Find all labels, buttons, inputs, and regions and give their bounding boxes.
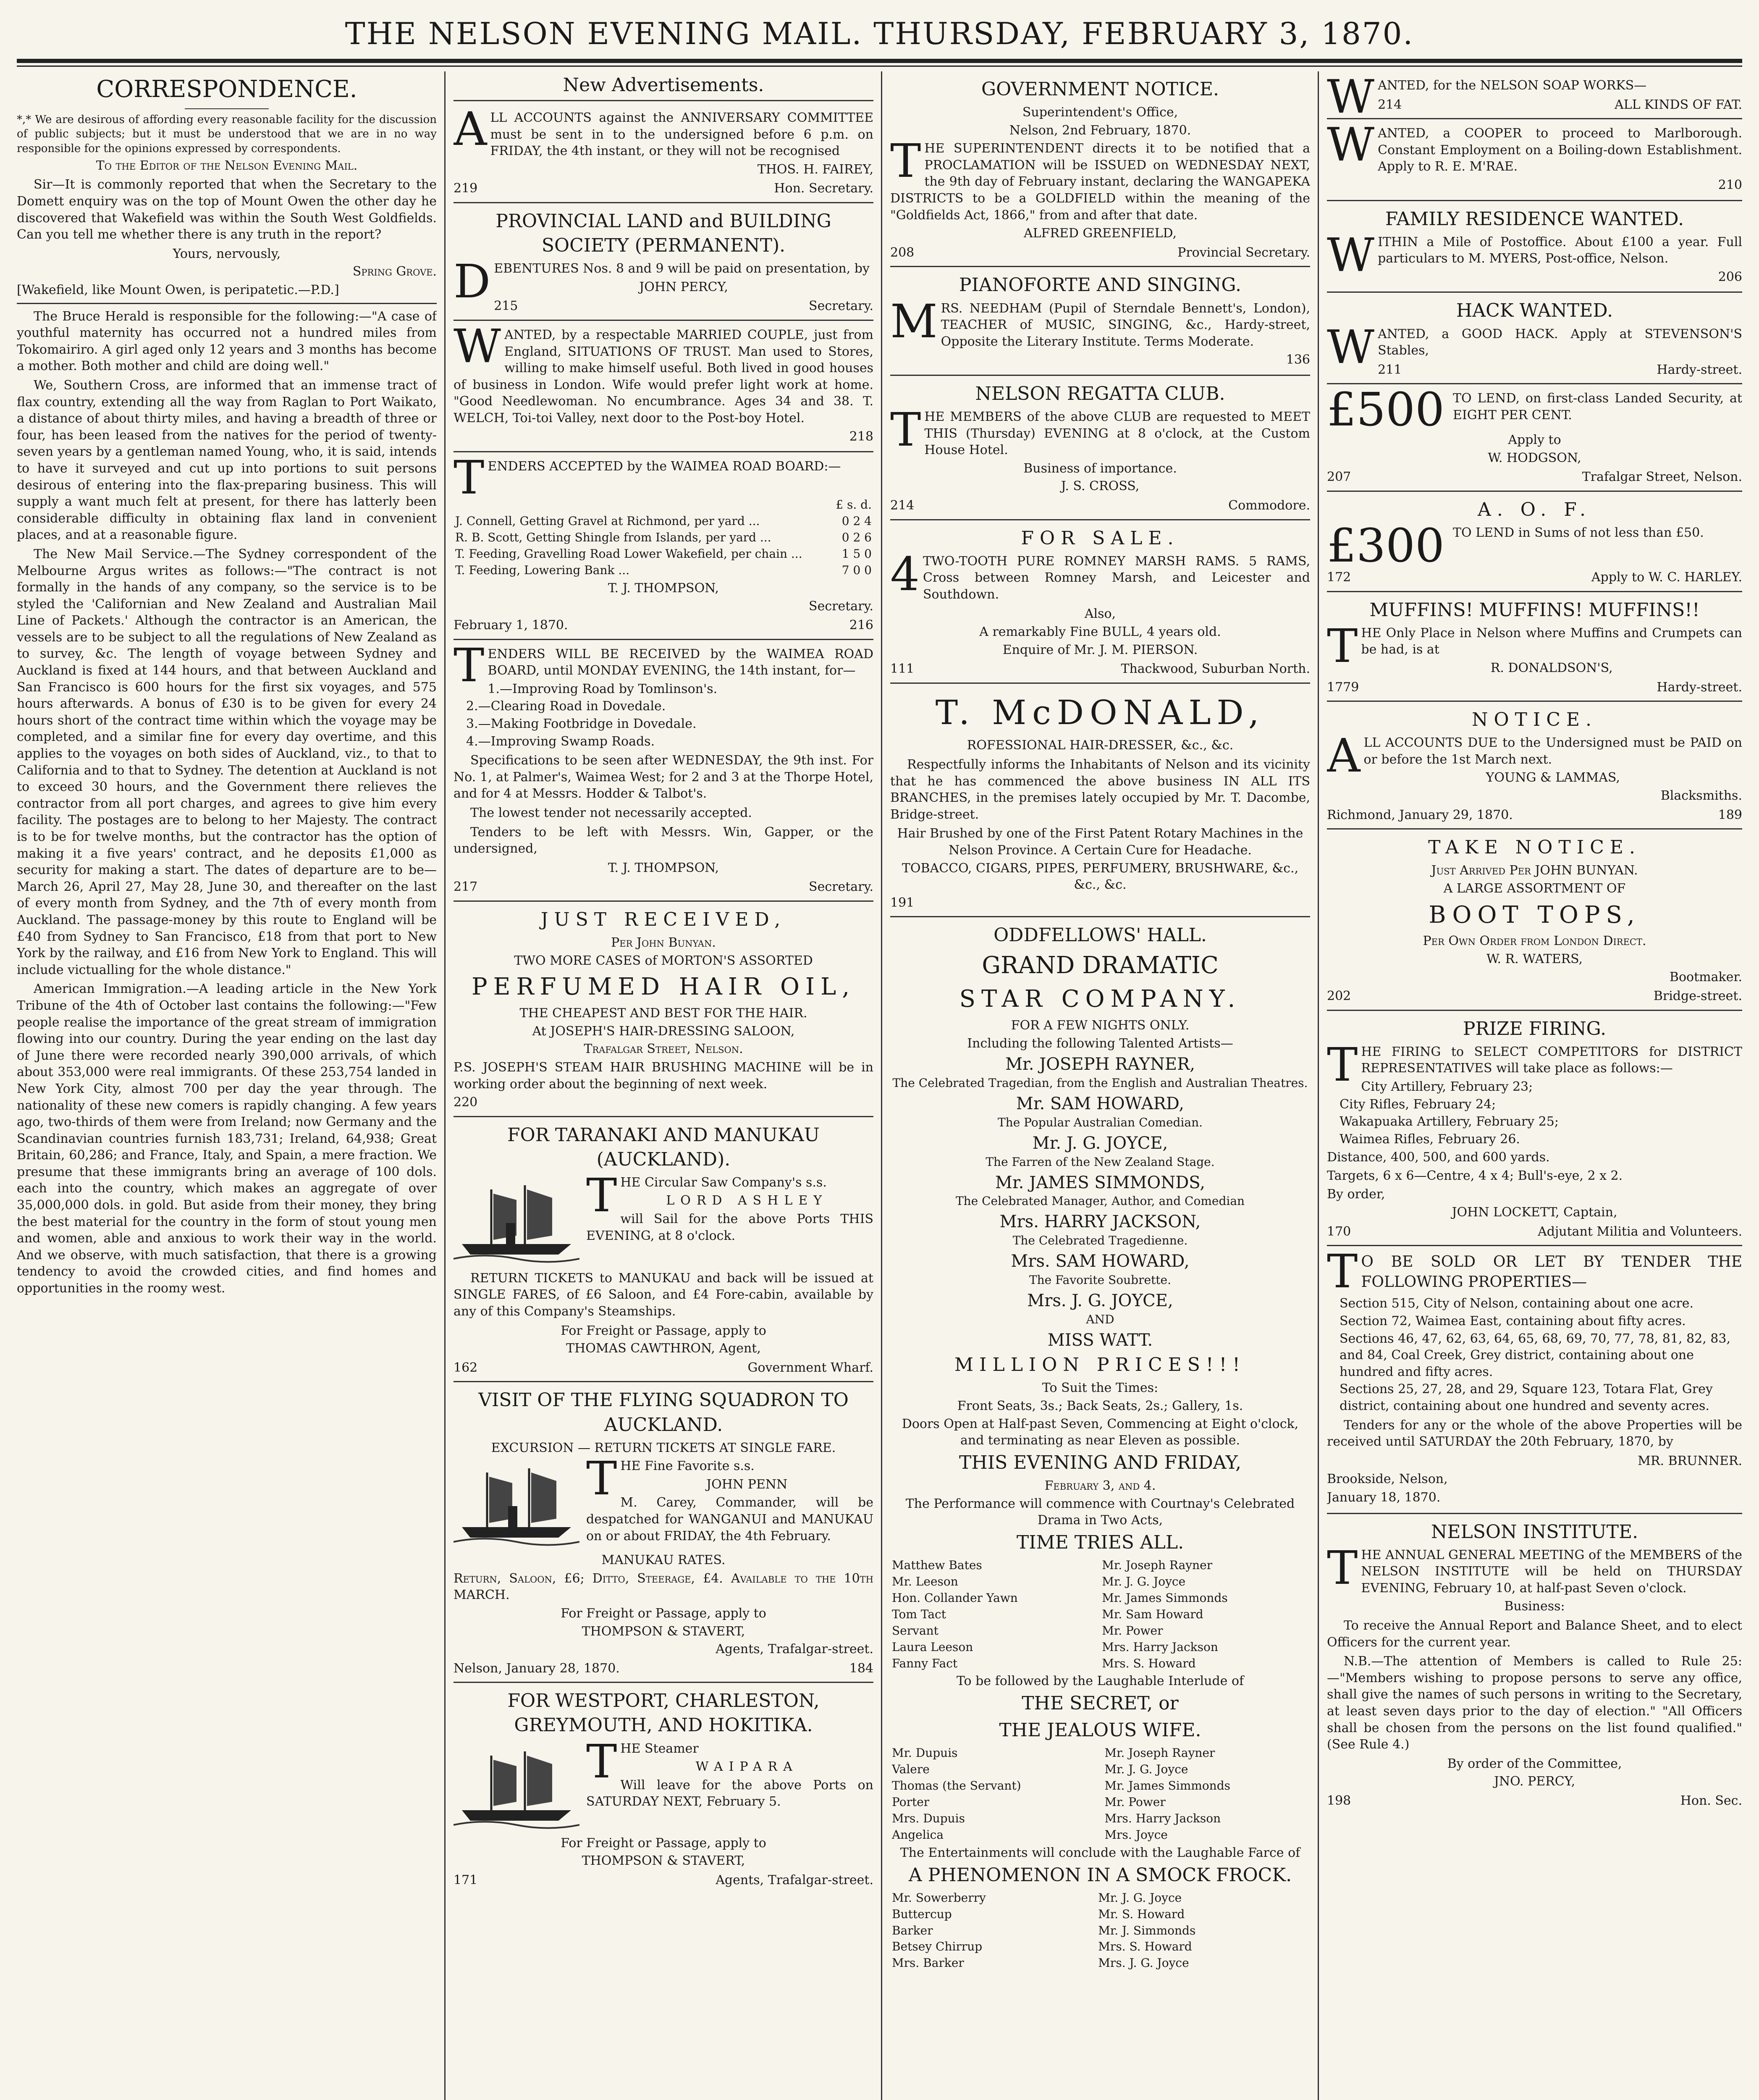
ad-notice	[1327, 702, 1742, 830]
ad-heading: GOVERNMENT NOTICE.	[981, 79, 1219, 100]
ad-conclude: The Entertainments will conclude with the Laughable Farce of	[900, 1845, 1300, 1860]
ad-tobacco: TOBACCO, CIGARS, PIPES, PERFUMERY, BRUSHWARE, &c., &c., &c.	[902, 861, 1299, 892]
ad-number: 1779	[1327, 680, 1359, 695]
dropcap: W	[1327, 118, 1375, 172]
ad-text: ENDERS ACCEPTED by the WAIMEA ROAD BOARD:—	[488, 459, 841, 474]
dropcap: W	[454, 319, 501, 373]
ad-star: STAR COMPANY.	[959, 985, 1241, 1013]
table-row: Matthew Bates Mr. Joseph Rayner	[892, 1558, 1213, 1572]
ad-few: FOR A FEW NIGHTS ONLY.	[1011, 1018, 1190, 1033]
ad-number: 198	[1327, 1793, 1351, 1808]
ad-grand: GRAND DRAMATIC	[982, 952, 1219, 979]
ad-pianoforte	[890, 267, 1310, 375]
ad-title: Bootmaker.	[1669, 969, 1742, 984]
ad-name: YOUNG & LAMMAS,	[1486, 770, 1620, 785]
list-item: City Artillery, February 23;	[1361, 1079, 1533, 1095]
ad-business: Business:	[1504, 1599, 1565, 1614]
dropcap: 4	[890, 547, 920, 601]
ad-hack-wanted	[1327, 293, 1742, 384]
ad-take-notice	[1327, 830, 1742, 1011]
article-bruce-herald: The Bruce Herald is responsible for the following:—"A case of youthful maternity has occurred not a hundred miles from Tokomairiro. A girl aged only 12 years and 3 months has become a mother. Both mother and child are doing well."	[17, 309, 437, 374]
ad-hair-oil	[454, 902, 873, 1117]
ad-number: 206	[1718, 269, 1742, 284]
ad-number: 211	[1378, 362, 1402, 377]
ad-westport	[454, 1683, 873, 1893]
ad-heading: A. O. F.	[1478, 499, 1591, 521]
ad-name: JOHN LOCKETT, Captain,	[1452, 1205, 1617, 1220]
ad-number: 210	[1718, 177, 1742, 192]
ad-signature: T. J. THOMPSON,	[608, 580, 719, 596]
dropcap: A	[454, 102, 487, 156]
ad-by: By order of the Committee,	[1447, 1756, 1622, 1771]
ad-place: Brookside, Nelson,	[1327, 1472, 1448, 1487]
ad-anniversary	[454, 104, 873, 203]
table-row: Hon. Collander Yawn Mr. James Simmonds	[892, 1591, 1228, 1605]
list-item: 2.—Clearing Road in Dovedale.	[466, 699, 666, 714]
ad-text: ENDERS WILL BE RECEIVED by the WAIMEA ROAD BOARD, until MONDAY EVENING, the 14th instant, for—	[488, 646, 873, 678]
ad-tenders-received	[454, 640, 873, 902]
column-divider	[881, 71, 882, 2100]
column-1	[17, 71, 437, 2100]
ad-lend-500	[1327, 384, 1742, 492]
ad-trade: ROFESSIONAL HAIR-DRESSER, &c., &c.	[967, 738, 1234, 753]
cast-member: Mrs. SAM HOWARD, The Favorite Soubrette.	[1011, 1252, 1190, 1287]
ad-rates: Return, Saloon, £6; Ditto, Steerage, £4. Available to the 10th MARCH.	[454, 1571, 873, 1603]
play-title: TIME TRIES ALL.	[1016, 1531, 1184, 1553]
dropcap: D	[454, 255, 491, 309]
list-item: City Rifles, February 24;	[1340, 1097, 1496, 1112]
ad-enquire: Enquire of Mr. J. M. PIERSON.	[1002, 642, 1198, 657]
ad-number: 191	[890, 895, 915, 910]
ad-heading: VISIT OF THE FLYING SQUADRON TO AUCKLAND.	[478, 1389, 849, 1436]
ad-oddfellows	[890, 917, 1310, 1977]
ad-number: 215	[494, 299, 518, 314]
ad-address: Hardy-street.	[1657, 680, 1742, 695]
ad-by: By order,	[1327, 1186, 1385, 1202]
ad-number: 189	[1718, 807, 1742, 822]
ad-boot: BOOT TOPS,	[1429, 901, 1641, 929]
ad-name: R. DONALDSON'S,	[1490, 661, 1613, 675]
ad-date: Nelson, January 28, 1870.	[454, 1661, 620, 1676]
editor-note: *,* We are desirous of affording every reasonable facility for the discussion of public subjects; but it must be understood that we are in no way responsible for the opinions expressed by correspondents.	[17, 113, 437, 155]
ad-amount: £300	[1327, 519, 1444, 573]
ad-heading: PRIZE FIRING.	[1463, 1018, 1607, 1040]
dropcap: W	[1327, 228, 1375, 282]
ad-cooper	[1327, 119, 1742, 201]
dropcap: T	[890, 402, 921, 457]
ad-date: Richmond, January 29, 1870.	[1327, 807, 1513, 822]
article-flax: We, Southern Cross, are informed that an immense tract of flax country, extending all the way from Raglan to Port Waikato, a distance of about thirty miles, and having a breadth of three or four, has been leased from the natives for the period of twenty-seven years by a gentleman named Young, who, it is said, intends to have it surveyed and cut up into portions to suit persons desirous of entering into the flax-preparing business. This will supply a want much felt at present, for there has latterly been considerable difficulty in obtaining flax land in convenient places, and at a reasonable figure.	[17, 378, 437, 543]
ad-text: ITHIN a Mile of Postoffice. About £100 a year. Full particulars to M. MYERS, Post-office, Nelson.	[1378, 234, 1742, 266]
divider	[185, 108, 269, 109]
ad-heading: PROVINCIAL LAND and BUILDING SOCIETY (PERMANENT).	[495, 210, 831, 257]
ad-number: 184	[849, 1661, 873, 1676]
ad-text: EBENTURES Nos. 8 and 9 will be paid on presentation, by	[494, 261, 870, 276]
ad-name: MR. BRUNNER.	[1638, 1453, 1742, 1468]
table-row: Porter Mr. Power	[892, 1795, 1166, 1809]
article-immigration: American Immigration.—A leading article in the New York Tribune of the 4th of October last contains the following:—"Few people realise the importance of the great stream of immigration flowing into our country. During the year ending on the last day of June there were recorded nearly 390,000 arrivals, of which about 353,000 were real immigrants. Of these 253,754 landed in New York City, almost 700 per day the year through. The nationality of these new comers is rapidly changing. A few years ago, two-thirds of them were from Ireland; now Germany and the Scandinavian countries furnish 183,731; Ireland, 64,938; Great Britain, 60,286; and France, Italy, and Spain, a mere fraction. We presume that these immigrants bring an average of 100 dols. each into the country, which makes an aggregate of over 35,000,000 dols. in gold. But aside from their money, they bring the best material for the country in the form of stout young men and women, able and anxious to work their way in the world. And we observe, with much satisfaction, that there is a growing tendency to avoid the crowded cities, and find homes and opportunities in the roomy west.	[17, 982, 437, 1296]
ad-text: HE ANNUAL GENERAL MEETING of the MEMBERS of the NELSON INSTITUTE will be held on THURSDAY EVENING, February 10, at half-past Seven o'clock.	[1361, 1547, 1742, 1596]
letter-text: Sir—It is commonly reported that when the Secretary to the Domett enquiry was on the top of Mount Owen the other day he discovered that Wakefield was within the South West Goldfields. Can you tell me whether there is any truth in the report?	[17, 177, 437, 242]
dropcap: T	[1327, 1244, 1358, 1299]
dropcap: T	[586, 1168, 617, 1222]
ad-bull: A remarkably Fine BULL, 4 years old.	[979, 624, 1221, 639]
ad-number: 170	[1327, 1224, 1351, 1239]
ad-number: 214	[890, 498, 915, 513]
ad-text: LL ACCOUNTS DUE to the Undersigned must be PAID on or before the 1st March next.	[1363, 735, 1742, 767]
table-row: Tom Tact Mr. Sam Howard	[892, 1607, 1203, 1621]
ad-flying-squadron	[454, 1382, 873, 1683]
ad-text: HE MEMBERS of the above CLUB are requested to MEET THIS (Thursday) EVENING at 8 o'clock, at the Custom House Hotel.	[924, 409, 1310, 458]
table-row: T. Feeding, Gravelling Road Lower Wakefield, per chain ... 1 5 0	[455, 547, 872, 561]
ad-body: M. Carey, Commander, will be despatched for WANGANUI and MANUKAU on or about FRIDAY, the 4th February.	[586, 1495, 873, 1544]
ad-number: 136	[1286, 352, 1310, 368]
ad-agents: Agents, Trafalgar-street.	[716, 1642, 873, 1657]
ad-address: Trafalgar Street, Nelson.	[1582, 470, 1742, 485]
ad-heading: NELSON INSTITUTE.	[1431, 1521, 1638, 1543]
ad-title: Provincial Secretary.	[1177, 245, 1310, 260]
ad-agent: THOMPSON & STAVERT,	[582, 1624, 745, 1639]
cast-member: Mr. JAMES SIMMONDS, The Celebrated Manager, Author, and Comedian	[955, 1173, 1245, 1208]
ad-text: HE Fine Favorite s.s.	[620, 1459, 755, 1474]
ad-date: Nelson, 2nd February, 1870.	[1009, 123, 1191, 138]
property-list	[1340, 1295, 1742, 1414]
ad-text: HE Steamer	[620, 1741, 699, 1756]
ad-lowest: The lowest tender not necessarily accepted.	[470, 806, 752, 821]
dropcap: M	[890, 294, 938, 348]
list-item: Sections 25, 27, 28, and 29, Square 123, Totara Flat, Grey district, containing about one hundred and seventy acres.	[1340, 1382, 1713, 1413]
ad-text: TWO MORE CASES of MORTON'S ASSORTED	[514, 953, 813, 968]
list-item: 3.—Making Footbridge in Dovedale.	[466, 717, 697, 732]
ad-agents: Agents, Trafalgar-street.	[716, 1872, 873, 1887]
cast-table	[890, 1557, 1310, 1672]
table-row: Mrs. Barker Mrs. J. G. Joyce	[892, 1956, 1189, 1970]
ad-this-evening: THIS EVENING AND FRIDAY,	[959, 1452, 1241, 1473]
ad-amount: £500	[1327, 383, 1444, 437]
cast-member: MISS WATT.	[1047, 1330, 1153, 1350]
ad-heading: PIANOFORTE AND SINGING.	[959, 274, 1241, 296]
ad-arrived: Just Arrived Per JOHN BUNYAN.	[1431, 863, 1638, 878]
ad-apply: Apply to W. C. HARLEY.	[1591, 570, 1742, 585]
ad-number: 207	[1327, 470, 1351, 485]
ad-left: Tenders to be left with Messrs. Win, Gapper, or the undersigned,	[454, 824, 873, 856]
dropcap: A	[1327, 729, 1361, 783]
ad-heading: TAKE NOTICE.	[1428, 837, 1641, 858]
ad-text: TO LEND, on first-class Landed Security, at EIGHT PER CENT.	[1452, 391, 1742, 423]
ad-number: 162	[454, 1360, 478, 1375]
list-item: Waimea Rifles, February 26.	[1340, 1131, 1520, 1147]
ad-number: 217	[454, 879, 478, 895]
cast-member: Mr. SAM HOWARD, The Popular Australian Comedian.	[997, 1094, 1203, 1129]
table-row: Angelica Mrs. Joyce	[892, 1827, 1168, 1842]
table-row: Laura Leeson Mrs. Harry Jackson	[892, 1640, 1218, 1654]
dropcap: T	[890, 134, 921, 188]
ad-title: Secretary.	[809, 598, 873, 614]
ad-government-notice	[890, 71, 1310, 267]
cast-member: Mrs. J. G. JOYCE, AND	[1027, 1291, 1173, 1326]
ad-text: LL ACCOUNTS against the ANNIVERSARY COMMITTEE must be sent in to the undersigned before 6 p.m. on FRIDAY, the 4th instant, or they will not be recognised	[490, 110, 873, 159]
ad-muffins	[1327, 592, 1742, 702]
ad-heading: HACK WANTED.	[1456, 300, 1613, 322]
ad-ps: P.S. JOSEPH'S STEAM HAIR BRUSHING MACHINE will be in working order about the beginning of next week.	[454, 1060, 873, 1092]
table-row: Barker Mr. J. Simmonds	[892, 1923, 1196, 1937]
ad-regatta	[890, 376, 1310, 520]
ad-large: A LARGE ASSORTMENT OF	[1443, 881, 1626, 896]
ad-name: JNO. PERCY,	[1494, 1774, 1575, 1789]
ad-distance: Distance, 400, 500, and 600 yards.	[1327, 1150, 1550, 1165]
ad-address: Thackwood, Suburban North.	[1121, 662, 1310, 677]
ad-title: Hon. Sec.	[1680, 1793, 1742, 1808]
ad-title: Blacksmiths.	[1660, 788, 1742, 803]
table-row: R. B. Scott, Getting Shingle from Islands, per yard ... 0 2 6	[455, 530, 872, 545]
column-divider	[1318, 71, 1319, 2100]
ship-name: WAIPARA	[695, 1759, 798, 1774]
ad-text: RS. NEEDHAM (Pupil of Sterndale Bennett's, London), TEACHER of MUSIC, SINGING, &c., Hardy-street, Opposite the Literary Institute. Terms Moderate.	[941, 301, 1310, 349]
column-divider	[444, 71, 446, 2100]
dropcap: T	[1327, 619, 1358, 673]
divider	[17, 303, 437, 304]
dropcap: W	[1327, 71, 1375, 123]
ad-agent: THOMPSON & STAVERT,	[582, 1853, 745, 1869]
new-ads-heading: New Advertisements.	[454, 73, 873, 101]
list-item: Section 72, Waimea East, containing about fifty acres.	[1340, 1314, 1686, 1329]
ad-targets: Targets, 6 x 6—Centre, 4 x 4; Bull's-eye, 2 x 2.	[1327, 1168, 1623, 1184]
list-item: Wakapuaka Artillery, February 25;	[1340, 1114, 1559, 1129]
ad-text: HE FIRING to SELECT COMPETITORS for DISTRICT REPRESENTATIVES will take place as follows:—	[1361, 1044, 1742, 1076]
ad-receive: To receive the Annual Report and Balance Sheet, and to elect Officers for the current year.	[1327, 1618, 1742, 1650]
ad-office: Superintendent's Office,	[1022, 105, 1178, 120]
firing-list	[1340, 1079, 1742, 1147]
ad-text: HE Circular Saw Company's s.s.	[620, 1175, 827, 1190]
ad-heading: O BE SOLD OR LET BY TENDER THE FOLLOWING PROPERTIES—	[1361, 1253, 1742, 1291]
ad-heading: FAMILY RESIDENCE WANTED.	[1385, 208, 1684, 230]
ad-tenders: Tenders for any or the whole of the above Properties will be received until SATURDAY the 20th February, 1870, by	[1327, 1418, 1742, 1449]
table-row: Mr. Sowerberry Mr. J. G. Joyce	[892, 1890, 1182, 1905]
ad-prize-firing	[1327, 1011, 1742, 1247]
table-row: Servant Mr. Power	[892, 1623, 1163, 1638]
table-row: Mrs. Dupuis Mrs. Harry Jackson	[892, 1811, 1221, 1826]
ad-nelson-institute	[1327, 1514, 1742, 1814]
ad-address: Bridge-street.	[1653, 989, 1742, 1004]
play-title: A PHENOMENON IN A SMOCK FROCK.	[908, 1864, 1292, 1886]
ad-followed: To be followed by the Laughable Interlude of	[956, 1674, 1244, 1689]
ad-heading: FOR SALE.	[1021, 527, 1180, 549]
ad-text: ANTED, a GOOD HACK. Apply at STEVENSON'S Stables,	[1378, 326, 1742, 358]
ad-number: 202	[1327, 989, 1351, 1004]
ad-signature: THOS. H. FAIREY,	[757, 162, 873, 177]
cast-member: Mrs. HARRY JACKSON, The Celebrated Tragedienne.	[999, 1212, 1201, 1248]
ad-number: 214	[1378, 97, 1402, 112]
ad-street: Trafalgar Street, Nelson.	[584, 1042, 743, 1057]
ad-rates-heading: MANUKAU RATES.	[601, 1553, 726, 1568]
ad-text: ANTED, a COOPER to proceed to Marlborough. Constant Employment on a Boiling-down Establishment. Apply to R. E. M'RAE.	[1378, 126, 1742, 174]
ad-product: PERFUMED HAIR OIL,	[471, 973, 856, 1001]
ad-also: Also,	[1084, 606, 1116, 622]
ad-freight: For Freight or Passage, apply to	[561, 1606, 766, 1621]
ad-signature: JOHN PERCY,	[639, 279, 728, 294]
ad-text: ANTED, by a respectable MARRIED COUPLE, just from England, SITUATIONS OF TRUST. Man used to Stores, willing to make himself useful. Both lived in good houses of business in London. Wife would prefer light work at home. "Good Needlewoman. No encumbrance. Ages 34 and 38. T. WELCH, Toi-toi Valley, next door to the Post-boy Hotel.	[454, 327, 873, 425]
ship-icon	[454, 1177, 579, 1265]
table-row: T. Feeding, Lowering Bank ... 7 0 0	[455, 563, 872, 577]
tenders-table	[454, 497, 873, 579]
cast-member: Mr. JOSEPH RAYNER, The Celebrated Tragedian, from the English and Australian Theatres.	[892, 1055, 1308, 1090]
list-item: Sections 46, 47, 62, 63, 64, 65, 68, 69, 70, 77, 78, 81, 82, 83, and 84, Coal Creek, Grey district, containing about one hundred and fifty acres.	[1340, 1331, 1730, 1379]
ad-prices: Front Seats, 3s.; Back Seats, 2s.; Gallery, 1s.	[957, 1399, 1243, 1414]
ad-number: 172	[1327, 570, 1351, 585]
ad-number: 219	[454, 181, 478, 196]
column-4	[1327, 71, 1742, 2100]
ad-number: 220	[454, 1095, 478, 1110]
ad-wanted-couple	[454, 321, 873, 452]
ad-apply: Apply to	[1508, 433, 1561, 448]
ad-name: T. McDONALD,	[935, 693, 1265, 732]
ad-tail: ALL KINDS OF FAT.	[1614, 97, 1742, 112]
letter-closing: Yours, nervously,	[173, 246, 281, 261]
ad-excursion: EXCURSION — RETURN TICKETS AT SINGLE FARE.	[491, 1440, 836, 1455]
ad-aof	[1327, 492, 1742, 592]
ad-suit: To Suit the Times:	[1042, 1381, 1159, 1396]
ad-sail: Will leave for the above Ports on SATURDAY NEXT, February 5.	[586, 1777, 873, 1809]
ad-taranaki	[454, 1117, 873, 1383]
ad-provincial-society	[454, 203, 873, 321]
table-header: £ s. d.	[836, 498, 872, 512]
ad-text: Respectfully informs the Inhabitants of Nelson and its vicinity that he has commenced the above business IN ALL ITS BRANCHES, in the premises lately occupied by Mr. T. Dacombe, Bridge-street.	[890, 757, 1310, 822]
ad-name: W. R. WATERS,	[1486, 952, 1583, 966]
dropcap: T	[454, 451, 485, 505]
ad-heading: MUFFINS! MUFFINS! MUFFINS!!	[1369, 599, 1700, 621]
dropcap: T	[586, 1452, 617, 1506]
tender-list	[466, 681, 873, 750]
ad-heading: FOR WESTPORT, CHARLESTON, GREYMOUTH, AND HOKITIKA.	[507, 1690, 820, 1736]
ad-title: Hon. Secretary.	[774, 181, 873, 196]
ad-agent: THOMAS CAWTHRON, Agent,	[566, 1341, 761, 1356]
dropcap: W	[1327, 320, 1375, 374]
table-row: Thomas (the Servant) Mr. James Simmonds	[892, 1779, 1231, 1793]
ad-million: MILLION PRICES!!!	[954, 1354, 1246, 1376]
ad-number: 171	[454, 1872, 478, 1887]
ad-heading: NELSON REGATTA CLUB.	[975, 383, 1225, 404]
ad-number: 216	[849, 618, 873, 633]
ad-brushed: Hair Brushed by one of the First Patent Rotary Machines in the Nelson Province. A Certain Cure for Headache.	[897, 826, 1303, 858]
cast-member: Mr. J. G. JOYCE, The Farren of the New Zealand Stage.	[986, 1133, 1215, 1169]
editor-reply: [Wakefield, like Mount Owen, is peripatetic.—P.D.]	[17, 283, 339, 297]
play-subtitle: THE JEALOUS WIFE.	[999, 1719, 1201, 1741]
ad-for-sale	[890, 520, 1310, 684]
table-row: Betsey Chirrup Mrs. S. Howard	[892, 1940, 1192, 1954]
ad-business: Business of importance.	[1023, 461, 1177, 476]
ad-freight: For Freight or Passage, apply to	[561, 1323, 766, 1338]
table-row: Mr. Dupuis Mr. Joseph Rayner	[892, 1746, 1215, 1760]
masthead: THE NELSON EVENING MAIL. THURSDAY, FEBRUARY 3, 1870.	[345, 16, 1414, 51]
ad-family-residence	[1327, 201, 1742, 293]
table-row: Buttercup Mr. S. Howard	[892, 1907, 1185, 1921]
ad-incl: Including the following Talented Artists—	[967, 1036, 1233, 1051]
letter-signature: Spring Grove.	[352, 264, 437, 279]
ad-heading: JUST RECEIVED,	[540, 909, 786, 930]
ad-number: 218	[849, 429, 873, 444]
play-title: THE SECRET, or	[1022, 1693, 1179, 1714]
masthead-rule-thin	[17, 66, 1742, 67]
table-row: Mr. Leeson Mr. J. G. Joyce	[892, 1574, 1186, 1588]
ad-nb: N.B.—The attention of Members is called to Rule 25:—"Members wishing to propose persons to serve any office, shall give the names of such persons in writing to the Secretary, at least seven days prior to the day of election." "All Officers shall be chosen from the persons on the list found qualified." (See Rule 4.)	[1327, 1654, 1742, 1752]
article-mail-service: The New Mail Service.—The Sydney correspondent of the Melbourne Argus writes as follows:—"The contract is not formally in the hands of any company, so the service is to be styled the 'Californian and New Zealand and Australian Mail Line of Packets.' Although the contractor is an American, the vessels are to be subject to all the regulations of New Zealand as to survey, &c. The length of voyage between Sydney and Auckland is fixed at 144 hours, and that between Auckland and San Francisco is 600 hours for the first six voyages, and 575 hours afterwards. A bonus of £30 is to be given for every 24 hours short of the contract time within which the voyage may be completed, and a similar fine for every day overtime, and this applies to the voyages on both sides of Auckland, viz., to that to California and to that to Sydney. The detention at Auckland is not to exceed 30 hours, and the Government there relieves the contractor from all port charges, and agrees to give him every facility. The postages are to belong to her Majesty. The contract is to be for twelve months, but the contractor has the option of making it a five years' contract, and he deposits £1,000 as security for making a start. The dates of departure are to be—March 26, April 27, May 28, June 30, and thereafter on the last of every month from Sydney, and the 7th of every month from Auckland. The passage-money by this route to England will be £40 from Sydney to San Francisco, £18 from that port to New York by the railway, and £16 from New York to England. This will include victualling for the whole distance."	[17, 546, 437, 977]
ad-doors: Doors Open at Half-past Seven, Commencing at Eight o'clock, and terminating as near Eleven as possible.	[902, 1416, 1299, 1448]
ad-date: January 18, 1870.	[1327, 1490, 1441, 1505]
ad-dates: February 3, and 4.	[1044, 1478, 1156, 1493]
list-item: 4.—Improving Swamp Roads.	[466, 734, 655, 749]
ad-heading: FOR TARANAKI AND MANUKAU (AUCKLAND).	[507, 1124, 820, 1170]
ad-per: Per John Bunyan.	[611, 935, 716, 950]
ad-address: Hardy-street.	[1657, 362, 1742, 377]
ad-heading: ODDFELLOWS' HALL.	[994, 924, 1207, 946]
ad-order: Per Own Order from London Direct.	[1423, 934, 1646, 949]
ship-name: JOHN PENN	[706, 1477, 788, 1492]
list-item: 1.—Improving Road by Tomlinson's.	[488, 681, 718, 696]
ad-tenders-accepted	[454, 452, 873, 640]
ad-text: HE SUPERINTENDENT directs it to be notified that a PROCLAMATION will be ISSUED on WEDNESDAY NEXT, the 9th day of February instant, declaring the WANGAPEKA DISTRICTS to be a GOLDFIELD within the meaning of the "Goldfields Act, 1866," from and after that date.	[890, 141, 1310, 223]
column-3	[890, 71, 1310, 2100]
dropcap: T	[1327, 1037, 1358, 1092]
ship-icon	[454, 1743, 579, 1831]
ad-mcdonald	[890, 684, 1310, 918]
ship-name: LORD ASHLEY	[666, 1193, 828, 1208]
cast-table	[890, 1745, 1310, 1843]
ad-properties	[1327, 1246, 1742, 1514]
ad-name: W. HODGSON,	[1488, 450, 1581, 465]
ad-text: ANTED, for the NELSON SOAP WORKS—	[1378, 78, 1647, 93]
ad-commence: The Performance will commence with Courtnay's Celebrated Drama in Two Acts,	[905, 1496, 1295, 1528]
cast-table	[890, 1890, 1310, 1972]
ad-sail: will Sail for the above Ports THIS EVENING, at 8 o'clock.	[586, 1212, 873, 1243]
ad-text: HE Only Place in Nelson where Muffins and Crumpets can be had, is at	[1361, 625, 1742, 657]
ad-text: TWO-TOOTH PURE ROMNEY MARSH RAMS. 5 RAMS, Cross between Romney Marsh, and Leicester and Southdown.	[923, 554, 1310, 602]
ad-spec: Specifications to be seen after WEDNESDAY, the 9th inst. For No. 1, at Palmer's, Waimea West; for 2 and 3 at the Thorpe Hotel, and for 4 at Messrs. Hodder & Talbot's.	[454, 753, 873, 801]
correspondence-heading: CORRESPONDENCE.	[96, 76, 357, 103]
table-row: Valere Mr. J. G. Joyce	[892, 1762, 1188, 1777]
dropcap: T	[454, 638, 485, 692]
ad-location: At JOSEPH'S HAIR-DRESSING SALOON,	[532, 1024, 795, 1039]
ad-signature: T. J. THOMPSON,	[608, 860, 719, 875]
ad-soap-works	[1327, 71, 1742, 123]
column-2	[454, 71, 873, 2100]
table-row: Fanny Fact Mrs. S. Howard	[892, 1656, 1196, 1670]
ad-date: February 1, 1870.	[454, 618, 568, 633]
ad-number: 111	[890, 662, 915, 677]
ad-number: 208	[890, 245, 915, 260]
ad-returns: RETURN TICKETS to MANUKAU and back will be issued at SINGLE FARES, of £6 Saloon, and £4 Fore-cabin, available by any of this Company's Steamships.	[454, 1270, 873, 1319]
ad-title: Secretary.	[809, 879, 873, 895]
ad-title: Commodore.	[1228, 498, 1310, 513]
masthead-rule	[17, 59, 1742, 63]
ad-heading: NOTICE.	[1471, 709, 1598, 731]
to-editor: To the Editor of the Nelson Evening Mail.	[96, 158, 358, 173]
ad-text: TO LEND in Sums of not less than £50.	[1452, 525, 1704, 541]
table-row: J. Connell, Getting Gravel at Richmond, per yard ... 0 2 4	[455, 514, 872, 528]
ad-wharf: Government Wharf.	[747, 1360, 873, 1375]
ad-freight: For Freight or Passage, apply to	[561, 1835, 766, 1851]
list-item: Section 515, City of Nelson, containing about one acre.	[1340, 1296, 1694, 1311]
ship-icon	[454, 1460, 579, 1548]
ad-signature: J. S. CROSS,	[1061, 479, 1140, 494]
ad-title: Secretary.	[809, 299, 873, 314]
ad-title: Adjutant Militia and Volunteers.	[1538, 1224, 1742, 1239]
ad-signature: ALFRED GREENFIELD,	[1023, 226, 1177, 241]
ad-tagline: THE CHEAPEST AND BEST FOR THE HAIR.	[519, 1006, 807, 1021]
dropcap: T	[1327, 1541, 1358, 1595]
dropcap: T	[586, 1734, 617, 1788]
